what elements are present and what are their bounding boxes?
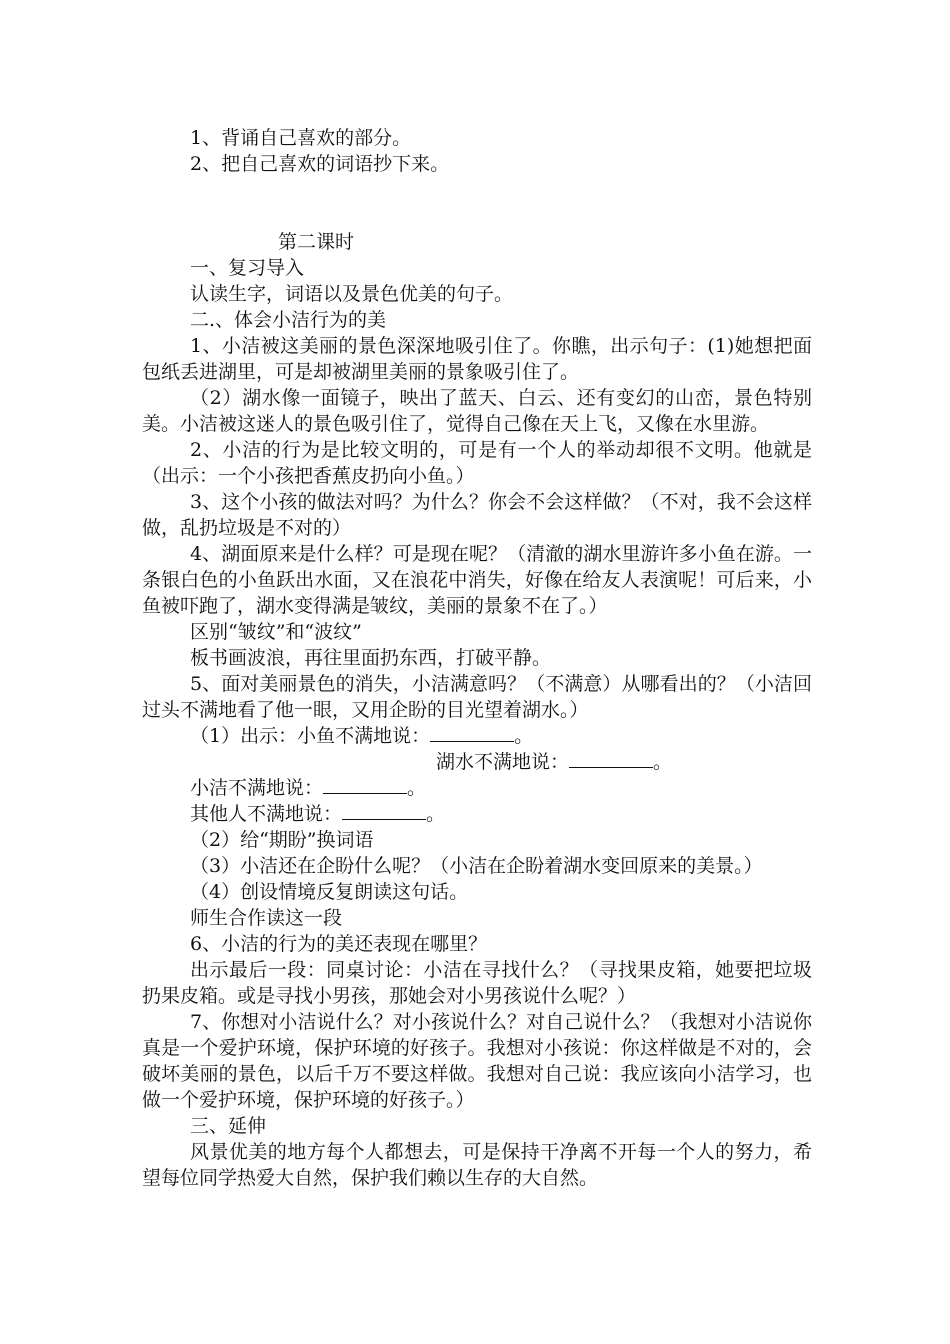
paragraph: 7、你想对小洁说什么？对小孩说什么？对自己说什么？（我想对小洁说你真是一个爱护环境，保护环境的好孩子。我想对小孩说：你这样做是不对的，会破坏美丽的景色，以后千万不要这样做。我想对自己说：我应该向小洁学习，也做一个爱护环境，保护环境的好孩子。） (142, 1011, 812, 1111)
fill-blank-label: 湖水不满地说： (436, 751, 570, 773)
fill-blank-label: 其他人不满地说： (190, 803, 343, 825)
fill-blank-label: 小洁不满地说： (190, 777, 324, 799)
section-1-text: 认读生字，词语以及景色优美的句子。 (190, 283, 514, 305)
paragraph: 5、面对美丽景色的消失，小洁满意吗？（不满意）从哪看出的？（小洁回过头不满地看了他一眼，又用企盼的目光望着湖水。） (142, 673, 812, 721)
homework-item-2: 2、把自己喜欢的词语抄下来。 (190, 153, 450, 175)
section-heading-3: 三、延伸 (190, 1115, 267, 1137)
paragraph: 6、小洁的行为的美还表现在哪里？ (190, 933, 488, 955)
paragraph: 出示最后一段：同桌讨论：小洁在寻找什么？（寻找果皮箱，她要把垃圾扔果皮箱。或是寻找小男孩，那她会对小男孩说什么呢？） (142, 959, 812, 1007)
paragraph: （3）小洁还在企盼什么呢？（小洁在企盼着湖水变回原来的美景。） (190, 855, 763, 877)
lesson-title: 第二课时 (278, 231, 355, 253)
paragraph: （2）给“期盼”换词语 (190, 829, 374, 851)
fill-blank-label: （1）出示：小鱼不满地说： (190, 725, 431, 747)
paragraph: （2）湖水像一面镜子，映出了蓝天、白云、还有变幻的山峦，景色特别美。小洁被这迷人的景色吸引住了，觉得自己像在天上飞，又像在水里游。 (142, 387, 812, 435)
fill-blank-line (142, 801, 812, 827)
section-heading-2: 二.、体会小洁行为的美 (190, 309, 387, 331)
blank-line (342, 803, 426, 820)
document-body (142, 125, 812, 1191)
fill-blank-line (142, 723, 812, 749)
homework-item-1: 1、背诵自己喜欢的部分。 (190, 127, 412, 149)
paragraph: 区别“皱纹”和“波纹” (190, 621, 362, 643)
period: 。 (407, 777, 427, 799)
blank-line (569, 751, 653, 768)
paragraph: 2、小洁的行为是比较文明的，可是有一个人的举动却很不文明。他就是（出示：一个小孩把香蕉皮扔向小鱼。） (142, 439, 812, 487)
paragraph: 4、湖面原来是什么样？可是现在呢？（清澈的湖水里游许多小鱼在游。一条银白色的小鱼跃出水面，又在浪花中消失，好像在给友人表演呢！可后来，小鱼被吓跑了，湖水变得满是皱纹，美丽的景象不在了。） (142, 543, 812, 617)
paragraph: 1、小洁被这美丽的景色深深地吸引住了。你瞧，出示句子：(1)她想把面包纸丢进湖里，可是却被湖里美丽的景象吸引住了。 (142, 335, 812, 383)
paragraph: 风景优美的地方每个人都想去，可是保持干净离不开每一个人的努力，希望每位同学热爱大自然，保护我们赖以生存的大自然。 (142, 1141, 812, 1189)
period: 。 (653, 751, 673, 773)
paragraph: 板书画波浪，再往里面扔东西，打破平静。 (190, 647, 552, 669)
blank-line (323, 777, 407, 794)
fill-blank-line (142, 749, 812, 775)
section-heading-1: 一、复习导入 (190, 257, 305, 279)
paragraph: 3、这个小孩的做法对吗？为什么？你会不会这样做？（不对，我不会这样做，乱扔垃圾是不对的） (142, 491, 812, 539)
spacer (142, 177, 812, 229)
paragraph: （4）创设情境反复朗读这句话。 (190, 881, 469, 903)
paragraph: 师生合作读这一段 (190, 907, 343, 929)
period: 。 (514, 725, 534, 747)
fill-blank-line (142, 775, 812, 801)
period: 。 (426, 803, 446, 825)
blank-line (430, 725, 514, 742)
